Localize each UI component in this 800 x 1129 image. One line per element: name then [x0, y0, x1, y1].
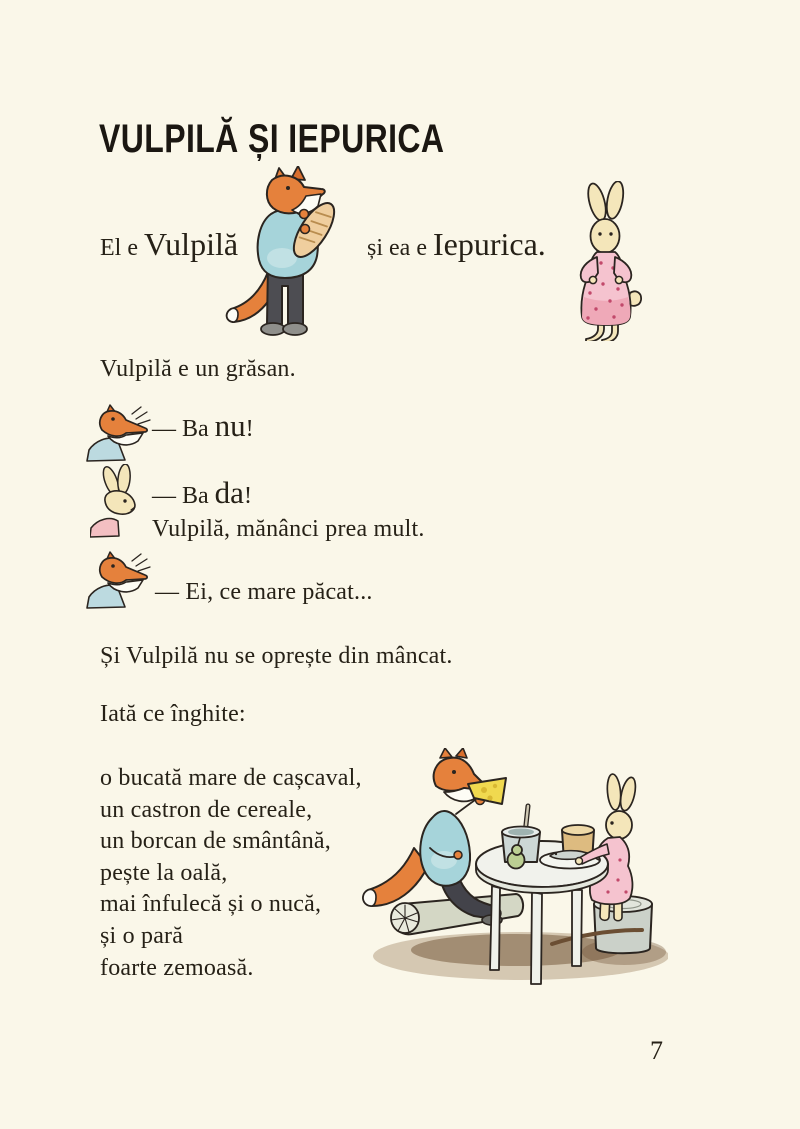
- intro-sentence-she: [367, 225, 546, 267]
- character-name-iepurica: Iepurica.: [432, 226, 546, 262]
- narration-line-3: Iată ce înghite:: [100, 701, 246, 727]
- intro-she-prefix: și ea e: [367, 235, 433, 261]
- narration-line-1: Vulpilă e un grăsan.: [100, 356, 296, 382]
- page-title-text: VULPILĂ ȘI IEPURICA: [99, 117, 445, 161]
- intro-he-prefix: El e: [100, 235, 144, 261]
- rabbit-standing-illustration: [556, 181, 660, 341]
- rabbit-head-icon: [90, 464, 146, 538]
- dialogue-1-prefix: — Ba: [152, 416, 215, 442]
- dialogue-1-emphasis: nu: [214, 408, 246, 443]
- narration-line-2: Și Vulpilă nu se oprește din mâncat.: [100, 643, 453, 669]
- food-list-item: foarte zemoasă.: [100, 954, 254, 981]
- dialogue-line-rabbit-1: [152, 475, 252, 514]
- dialogue-line-fox-1: [152, 408, 254, 447]
- food-list: [100, 763, 362, 984]
- food-list-item: un borcan de smântână,: [100, 828, 331, 855]
- fox-head-icon: [86, 551, 152, 609]
- table-scene-illustration: [356, 748, 668, 992]
- food-list-item: pește la oală,: [100, 859, 228, 886]
- dialogue-line-rabbit-2: Vulpilă, mănânci prea mult.: [152, 516, 425, 542]
- food-list-item: mai înfulecă și o nucă,: [100, 891, 322, 918]
- dialogue-2-emphasis: da: [214, 475, 244, 510]
- page-title: [99, 117, 531, 162]
- dialogue-2-suffix: !: [243, 483, 252, 509]
- food-list-item: și o pară: [100, 922, 184, 949]
- dialogue-line-fox-2: — Ei, ce mare păcat...: [155, 579, 373, 605]
- food-list-item: o bucată mare de cașcaval,: [100, 765, 362, 791]
- page-number: 7: [650, 1036, 663, 1065]
- food-list-item: un castron de cereale,: [100, 796, 313, 823]
- dialogue-2-prefix: — Ba: [152, 483, 215, 509]
- intro-sentence-he: [100, 225, 238, 267]
- fox-head-icon: [86, 404, 152, 462]
- character-name-vulpila: Vulpilă: [143, 226, 239, 262]
- fox-standing-illustration: [222, 166, 340, 348]
- dialogue-1-suffix: !: [245, 416, 254, 442]
